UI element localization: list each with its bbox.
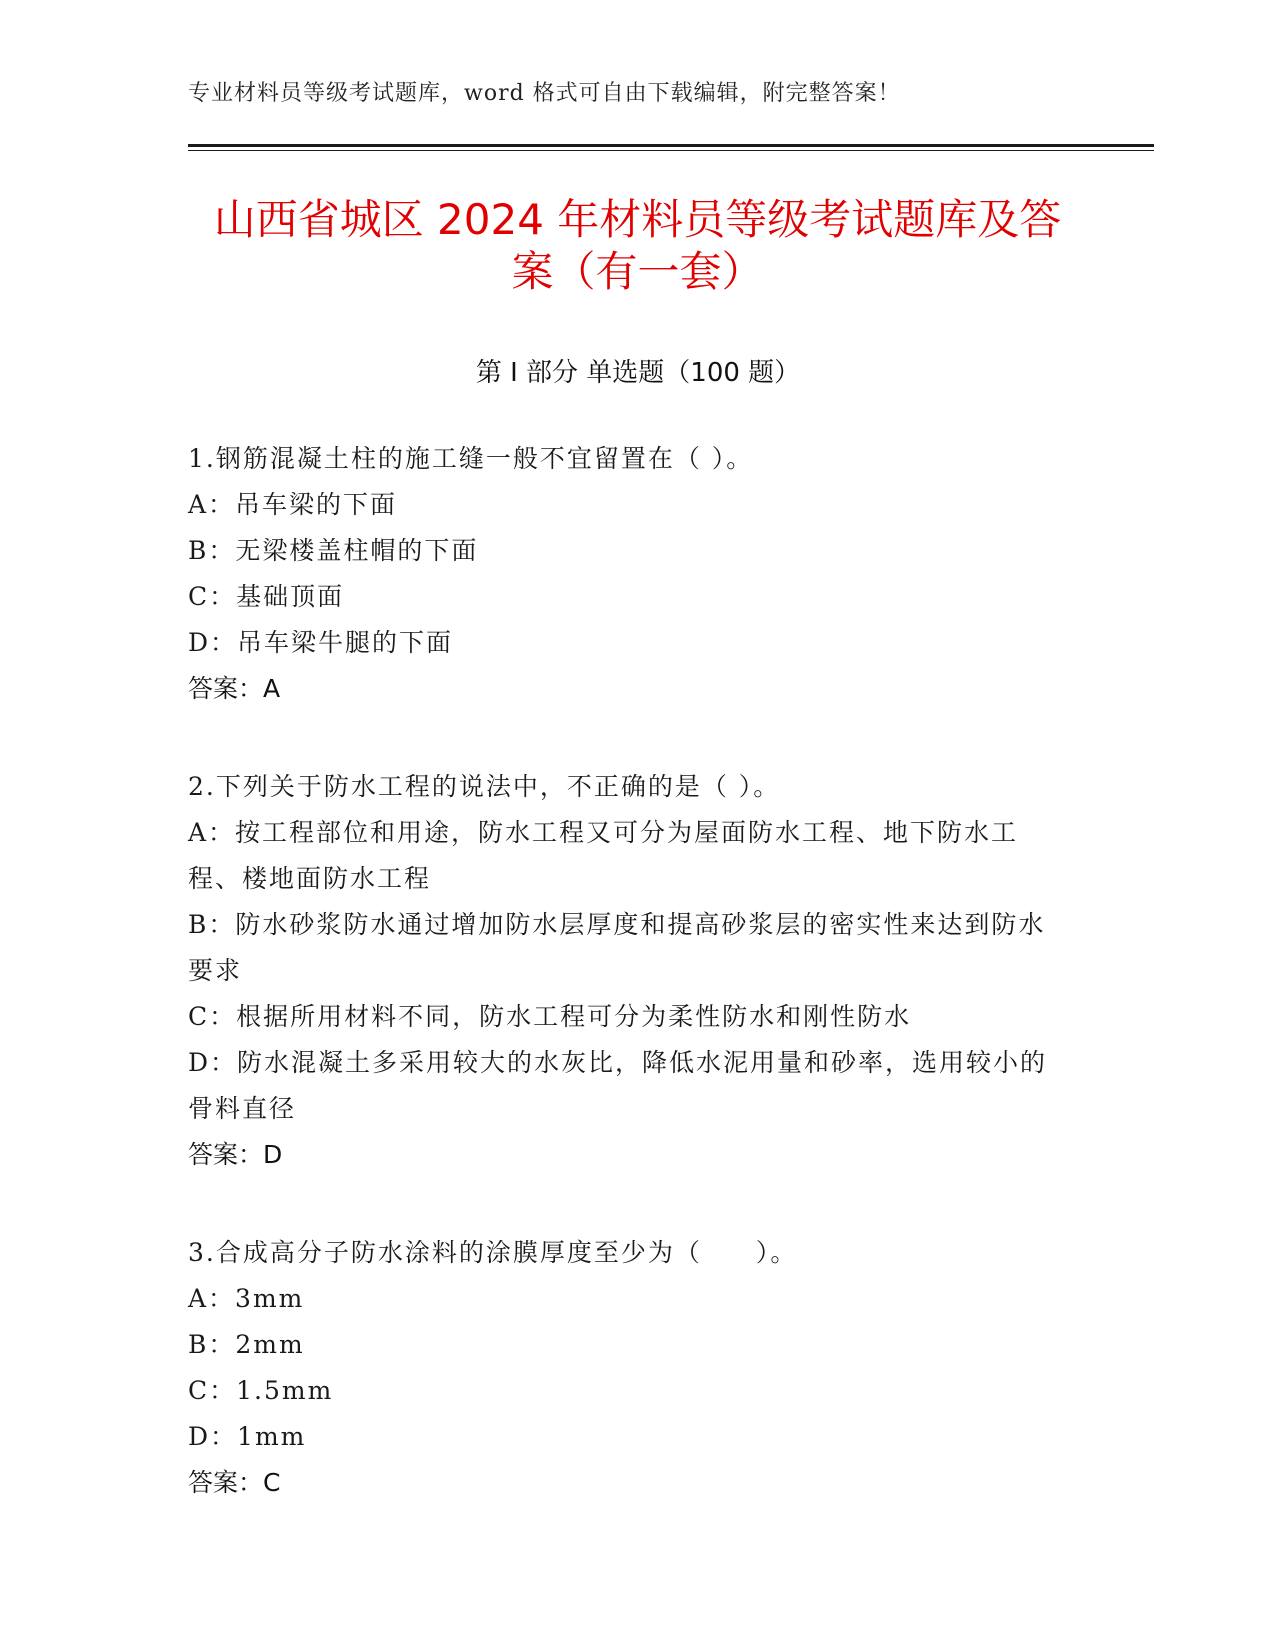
option-a: A：吊车梁的下面 bbox=[188, 490, 398, 519]
answer: 答案：A bbox=[188, 674, 281, 703]
question-stem: 3.合成高分子防水涂料的涂膜厚度至少为（ ）。 bbox=[188, 1238, 798, 1267]
option-c: C：根据所用材料不同，防水工程可分为柔性防水和刚性防水 bbox=[188, 1002, 912, 1031]
option-c: C：1.5mm bbox=[188, 1376, 334, 1405]
option-d: D：吊车梁牛腿的下面 bbox=[188, 628, 454, 657]
header-rule-thin bbox=[188, 150, 1154, 151]
option-d: D：1mm bbox=[188, 1422, 307, 1451]
option-c: C：基础顶面 bbox=[188, 582, 345, 611]
question-1 bbox=[188, 436, 1068, 712]
section-title: 第 I 部分 单选题（100 题） bbox=[475, 358, 801, 388]
document-title-line-1: 山西省城区 2024 年材料员等级考试题库及答 bbox=[213, 195, 1062, 244]
document-title-line-2: 案（有一套） bbox=[511, 247, 764, 296]
header-rule-thick bbox=[188, 144, 1154, 147]
question-3 bbox=[188, 1230, 1068, 1506]
question-stem: 1.钢筋混凝土柱的施工缝一般不宜留置在（ ）。 bbox=[188, 444, 754, 473]
header-note: 专业材料员等级考试题库，word 格式可自由下载编辑，附完整答案！ bbox=[188, 81, 901, 106]
option-d: D：防水混凝土多采用较大的水灰比，降低水泥用量和砂率，选用较小的骨料直径 bbox=[188, 1048, 1048, 1123]
answer: 答案：D bbox=[188, 1140, 283, 1169]
option-a: A：按工程部位和用途，防水工程又可分为屋面防水工程、地下防水工程、楼地面防水工程 bbox=[188, 818, 1019, 893]
question-list bbox=[188, 436, 1068, 1558]
question-2 bbox=[188, 764, 1068, 1178]
option-a: A：3mm bbox=[188, 1284, 305, 1313]
option-b: B：防水砂浆防水通过增加防水层厚度和提高砂浆层的密实性来达到防水要求 bbox=[188, 910, 1046, 985]
option-b: B：无梁楼盖柱帽的下面 bbox=[188, 536, 479, 565]
document-title bbox=[170, 194, 1105, 298]
question-stem: 2.下列关于防水工程的说法中，不正确的是（ ）。 bbox=[188, 772, 781, 801]
answer: 答案：C bbox=[188, 1468, 281, 1497]
option-b: B：2mm bbox=[188, 1330, 305, 1359]
